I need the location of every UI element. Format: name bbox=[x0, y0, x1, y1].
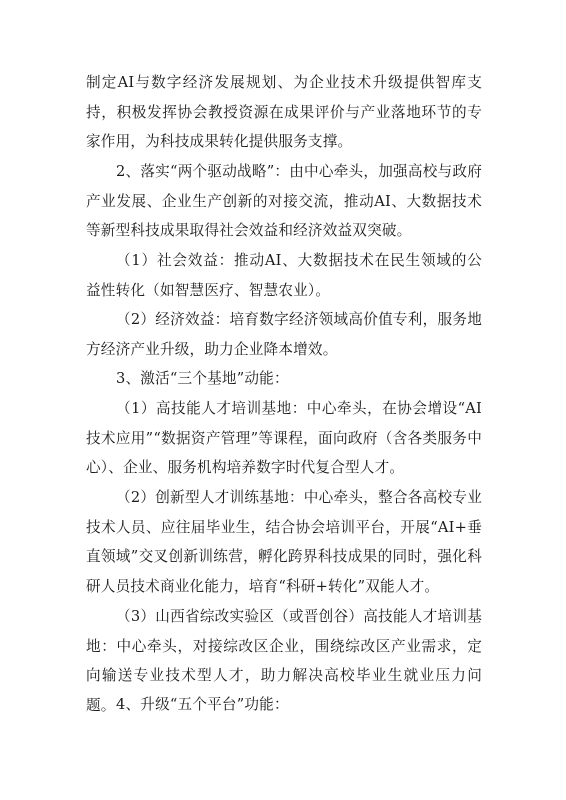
paragraph-two-drive-strategies: 2、落实“两个驱动战略”：由中心牵头，加强高校与政府产业发展、企业生产创新的对接交流，推动AI、大数据技术等新型科技成果取得社会效益和经济效益双突破。 bbox=[86, 163, 482, 239]
paragraph-innovative-talent-base: （2）创新型人才训练基地：中心牵头，整合各高校专业技术人员、应往届毕业生，结合协会培训平台，开展“AI+垂直领域”交叉创新训练营，孵化跨界科技成果的同时，强化科研人员技术商业化能力，培育“科研+转化”双能人才。 bbox=[86, 489, 482, 595]
paragraph-five-platforms-heading: 4、升级“五个平台”功能： bbox=[116, 696, 289, 713]
paragraph-economic-benefit: （2）经济效益：培育数字经济领域高价值专利，服务地方经济产业升级，助力企业降本增效。 bbox=[86, 311, 482, 358]
paragraph-high-skill-training-base: （1）高技能人才培训基地：中心牵头，在协会增设“AI技术应用”“数据资产管理”等课程，面向政府（含各类服务中心）、企业、服务机构培养数字时代复合型人才。 bbox=[86, 400, 482, 476]
paragraph-social-benefit: （1）社会效益：推动AI、大数据技术在民生领域的公益性转化（如智慧医疗、智慧农业）。 bbox=[86, 252, 482, 299]
paragraph-reform-zone-base: （3）山西省综改实验区（或晋创谷）高技能人才培训基地：中心牵头，对接综改区企业，围绕综改区产业需求，定向输送专业技术型人才，助力解决高校毕业生就业压力问题。 bbox=[86, 608, 482, 714]
paragraph-think-tank-support: 制定AI与数字经济发展规划、为企业技术升级提供智库支持，积极发挥协会教授资源在成果评价与产业落地环节的专家作用，为科技成果转化提供服务支撑。 bbox=[86, 74, 482, 150]
paragraph-three-bases-heading: 3、激活“三个基地”动能： bbox=[116, 370, 289, 387]
